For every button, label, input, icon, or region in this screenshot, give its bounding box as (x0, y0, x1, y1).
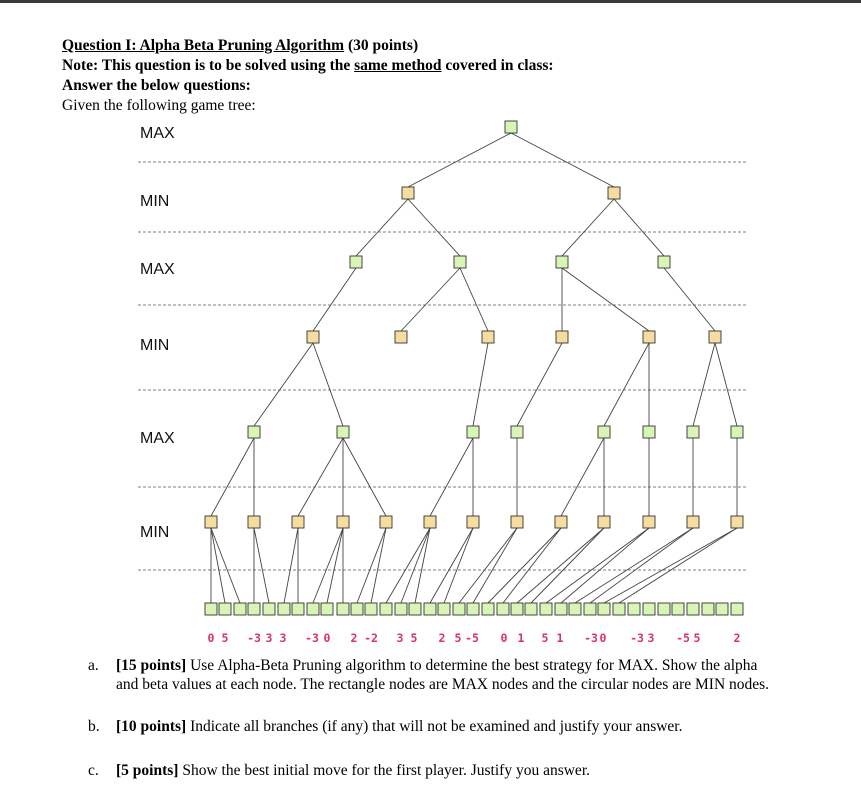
leaf-value: -3 (584, 631, 598, 645)
leaf-node (351, 603, 363, 615)
tree-edge (604, 343, 649, 426)
question-a-points: [15 points] (116, 657, 187, 674)
leaf-node (569, 603, 581, 615)
min-node (482, 331, 494, 343)
question-a-text (116, 656, 776, 694)
min-node (292, 516, 304, 528)
question-a-label: a. (88, 657, 99, 674)
leaf-node (365, 603, 377, 615)
leaf-value: 3 (396, 631, 404, 645)
leaf-node (263, 603, 275, 615)
tree-edge (284, 528, 298, 603)
tree-edge (503, 528, 561, 603)
max-node (248, 426, 260, 438)
leaf-node (731, 603, 743, 615)
max-node (505, 121, 517, 133)
leaf-value: -3 (305, 631, 319, 645)
tree-edge (408, 133, 511, 187)
question-b-text (116, 717, 776, 736)
tree-edge (517, 528, 604, 603)
leaf-values (208, 631, 741, 645)
tree-edge (408, 199, 460, 256)
tree-edge (604, 528, 737, 603)
tree-edge (430, 438, 473, 516)
leaf-node (540, 603, 552, 615)
question-a-body: Use Alpha-Beta Pruning algorithm to determine the best strategy for MAX. Show the alpha and beta values at each node. The rectangle nodes are MAX nodes and the circular nodes are MIN nodes. (116, 657, 770, 693)
min-node (556, 331, 568, 343)
leaf-node (219, 603, 231, 615)
leaf-value: 2 (733, 631, 741, 645)
tree-edge (614, 199, 664, 256)
max-node (598, 426, 610, 438)
leaf-node (584, 603, 596, 615)
min-node (643, 516, 655, 528)
min-node (687, 516, 699, 528)
tree-edge (313, 343, 343, 426)
tree-edge (459, 528, 517, 603)
tree-edge (517, 343, 562, 426)
max-node (643, 426, 655, 438)
leaf-value: 3 (279, 631, 287, 645)
min-node (709, 331, 721, 343)
tree-edge (562, 199, 614, 256)
question-b-points: [10 points] (116, 718, 187, 735)
leaf-node (307, 603, 319, 615)
max-node (511, 426, 523, 438)
max-node (350, 256, 362, 268)
leaf-node (205, 603, 217, 615)
tree-edge (371, 528, 386, 603)
leaf-node (497, 603, 509, 615)
min-node (395, 331, 407, 343)
tree-edge (356, 199, 408, 256)
question-c-points: [5 points] (116, 762, 179, 779)
question-title-text: Question I: Alpha Beta Pruning Algorithm (62, 37, 345, 54)
instruction-line: Answer the below questions: (62, 77, 251, 94)
question-c-label: c. (88, 762, 99, 779)
tree-edge (664, 268, 715, 331)
leaf-node (687, 603, 699, 615)
leaf-node (234, 603, 246, 615)
tree-edge (357, 528, 386, 603)
tree-edge (488, 528, 561, 603)
question-b-label: b. (88, 718, 100, 735)
leaf-node (525, 603, 537, 615)
leaf-node (702, 603, 714, 615)
leaf-value: 2 (438, 631, 446, 645)
tree-edge (444, 528, 473, 603)
tree-edge (211, 438, 254, 516)
tree-edge (343, 438, 386, 516)
leaf-node (613, 603, 625, 615)
tree-edge (211, 528, 240, 603)
tree-edge (313, 528, 343, 603)
level-label-min: MIN (140, 193, 170, 210)
leaf-node (672, 603, 684, 615)
leaf-node (278, 603, 290, 615)
max-node (454, 256, 466, 268)
leaf-value: 5 (410, 631, 418, 645)
leaf-node (555, 603, 567, 615)
leaf-node (438, 603, 450, 615)
min-node (380, 516, 392, 528)
leaf-node (716, 603, 728, 615)
leaf-value: 0 (207, 631, 215, 645)
level-label-max: MAX (140, 125, 175, 142)
leaf-node (482, 603, 494, 615)
min-node (337, 516, 349, 528)
min-node (467, 516, 479, 528)
leaf-node (628, 603, 640, 615)
leaf-node (409, 603, 421, 615)
leaf-node (380, 603, 392, 615)
leaf-value: -5 (465, 631, 479, 645)
tree-nodes (205, 121, 743, 615)
tree-edge (386, 528, 430, 603)
min-node (248, 516, 260, 528)
leaf-node (643, 603, 655, 615)
min-node (511, 516, 523, 528)
tree-edge (415, 528, 430, 603)
question-points: (30 points) (344, 37, 419, 54)
max-node (658, 256, 670, 268)
level-label-min: MIN (140, 524, 170, 541)
tree-edge (211, 528, 225, 603)
min-node (402, 187, 414, 199)
leaf-value: -5 (676, 631, 690, 645)
level-label-max: MAX (140, 430, 175, 447)
tree-edge (473, 528, 517, 603)
max-node (731, 426, 743, 438)
max-node (337, 426, 349, 438)
min-node (608, 187, 620, 199)
leaf-value: 3 (265, 631, 273, 645)
leaf-node (292, 603, 304, 615)
tree-edge (460, 268, 488, 331)
leaf-value: 1 (517, 631, 525, 645)
leaf-value: 3 (647, 631, 655, 645)
level-label-max: MAX (140, 261, 175, 278)
max-node (556, 256, 568, 268)
tree-edge (511, 133, 614, 187)
leaf-node (658, 603, 670, 615)
given-line: Given the following game tree: (62, 97, 256, 114)
leaf-value: 0 (599, 631, 607, 645)
leaf-value: -2 (364, 631, 378, 645)
min-node (643, 331, 655, 343)
leaf-node (453, 603, 465, 615)
leaf-value: 0 (500, 631, 508, 645)
leaf-node (395, 603, 407, 615)
min-node (555, 516, 567, 528)
tree-edge (562, 268, 649, 331)
leaf-value: 5 (693, 631, 701, 645)
question-c-body: Show the best initial move for the first player. Justify you answer. (178, 762, 590, 779)
leaf-node (337, 603, 349, 615)
leaf-node (467, 603, 479, 615)
leaf-value: 5 (221, 631, 229, 645)
level-dividers (138, 162, 748, 570)
max-node (687, 426, 699, 438)
leaf-value: -3 (630, 631, 644, 645)
tree-edge (473, 343, 488, 426)
tree-edge (693, 343, 715, 426)
min-node (307, 331, 319, 343)
leaf-value: 2 (350, 631, 358, 645)
leaf-value: -3 (247, 631, 261, 645)
min-node (731, 516, 743, 528)
tree-edge (401, 268, 460, 331)
note-underlined: same method (354, 57, 442, 74)
leaf-value: 1 (556, 631, 564, 645)
tree-edges (211, 133, 737, 603)
tree-edge (298, 438, 343, 516)
tree-edge (401, 528, 430, 603)
leaf-node (598, 603, 610, 615)
note-prefix: Note: This question is to be solved using the (62, 57, 355, 74)
leaf-value: 5 (541, 631, 549, 645)
leaf-node (321, 603, 333, 615)
tree-edge (313, 268, 356, 331)
tree-edge (254, 343, 313, 426)
leaf-node (511, 603, 523, 615)
tree-edge (327, 528, 343, 603)
leaf-node (248, 603, 260, 615)
note-suffix: covered in class: (441, 57, 554, 74)
max-node (467, 426, 479, 438)
tree-edge (254, 528, 269, 603)
min-node (205, 516, 217, 528)
min-node (598, 516, 610, 528)
question-b-body: Indicate all branches (if any) that will not be examined and justify your answer. (186, 718, 683, 735)
question-c-text (116, 761, 776, 780)
leaf-value: 5 (454, 631, 462, 645)
min-node (424, 516, 436, 528)
tree-edge (715, 343, 737, 426)
leaf-value: 0 (323, 631, 331, 645)
level-labels (140, 125, 175, 541)
tree-edge (561, 438, 604, 516)
tree-edge (430, 528, 473, 603)
leaf-node (424, 603, 436, 615)
level-label-min: MIN (140, 337, 170, 354)
